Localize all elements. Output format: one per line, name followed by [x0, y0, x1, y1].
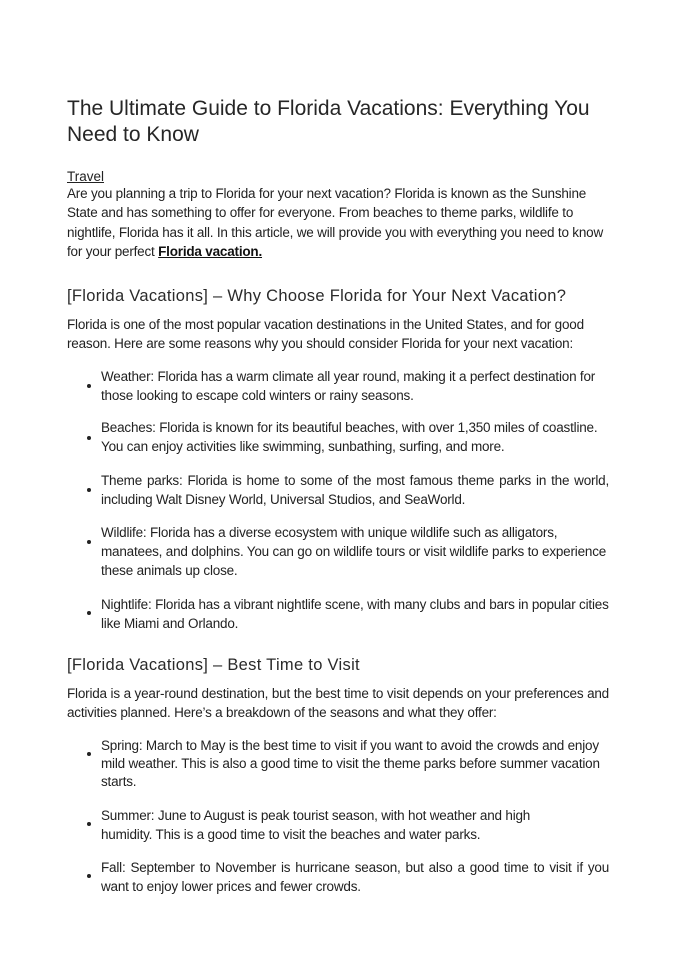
bullet-dot [87, 436, 91, 440]
bullet-dot [87, 822, 91, 826]
section-heading-best-time: [Florida Vacations] – Best Time to Visit [67, 656, 360, 674]
bullet-dot [87, 752, 91, 756]
list-item-summer: Summer: June to August is peak tourist season, with hot weather and high humidity. This is a good time to visit the beaches and water parks. [101, 808, 531, 842]
bullet-dot [87, 384, 91, 388]
list-item-fall: Fall: September to November is hurricane season, but also a good time to visit if you want to enjoy lower prices and fewer crowds. [101, 860, 609, 894]
article-title: The Ultimate Guide to Florida Vacations: Everything You Need to Know [67, 97, 590, 146]
bullet-dot [87, 488, 91, 492]
list-item-weather: Weather: Florida has a warm climate all year round, making it a perfect destination for those looking to escape cold winters or rainy seasons. [101, 369, 596, 403]
section-heading-why-florida: [Florida Vacations] – Why Choose Florida for Your Next Vacation? [67, 287, 567, 305]
intro-paragraph [67, 184, 607, 261]
section-paragraph-best-time: Florida is a year-round destination, but the best time to visit depends on your preferences and activities planned. Here’s a breakdown of the seasons and what they offer: [67, 686, 609, 721]
florida-vacation-link[interactable]: Florida vacation. [158, 243, 263, 259]
list-item-theme-parks: Theme parks: Florida is home to some of the most famous theme parks in the world, including Walt Disney World, Universal Studios, and SeaWorld. [101, 473, 609, 507]
category-link[interactable]: Travel [67, 169, 105, 184]
intro-text: Are you planning a trip to Florida for your next vacation? Florida is known as the Sunshine State and has something to offer for everyone. From beaches to theme parks, wildlife to nightlife, Florida has it all. In this article, we will provide you with everything you need to know for your perfect [67, 186, 604, 259]
bullet-dot [87, 874, 91, 878]
list-item-nightlife: Nightlife: Florida has a vibrant nightlife scene, with many clubs and bars in popular cities like Miami and Orlando. [101, 597, 609, 631]
list-item-wildlife: Wildlife: Florida has a diverse ecosystem with unique wildlife such as alligators, manatees, and dolphins. You can go on wildlife tours or visit wildlife parks to experience these animals up close. [101, 525, 607, 578]
list-item-beaches: Beaches: Florida is known for its beautiful beaches, with over 1,350 miles of coastline. You can enjoy activities like swimming, sunbathing, surfing, and more. [101, 420, 598, 454]
bullet-dot [87, 540, 91, 544]
list-item-spring: Spring: March to May is the best time to visit if you want to avoid the crowds and enjoy mild weather. This is also a good time to visit the theme parks before summer vacation starts. [101, 738, 600, 789]
bullet-dot [87, 611, 91, 615]
section-paragraph-why-florida: Florida is one of the most popular vacation destinations in the United States, and for good reason. Here are some reasons why you should consider Florida for your next vacation: [67, 317, 584, 352]
